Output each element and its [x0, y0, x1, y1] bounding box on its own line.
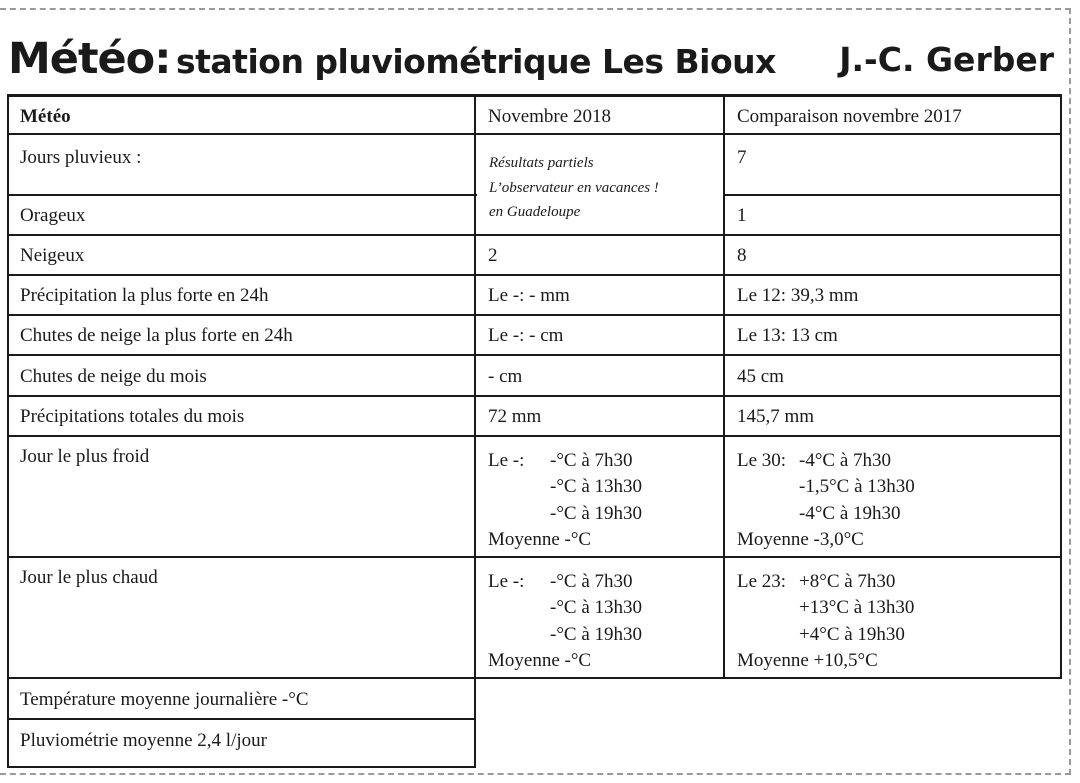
avg-daily-temperature: Température moyenne journalière -°C	[20, 689, 309, 710]
row-label-coldest-day: Jour le plus froid	[20, 446, 150, 467]
cell-storm-days-2017: 1	[737, 205, 747, 226]
warmest-average: Moyenne -°C	[488, 649, 592, 671]
coldest-average: Moyenne -3,0°C	[737, 528, 864, 550]
warmest-temp-evening: +4°C à 19h30	[799, 623, 905, 645]
cell-month-snowfall-2017: 45 cm	[737, 366, 784, 387]
warmest-day-date: Le -:	[488, 571, 525, 592]
coldest-day-2017	[737, 448, 1057, 553]
cell-total-precip-2018: 72 mm	[488, 406, 542, 427]
coldest-temp-evening: -4°C à 19h30	[799, 502, 901, 524]
row-label-max-precip: Précipitation la plus forte en 24h	[20, 285, 269, 306]
warmest-temp-morning: -°C à 7h30	[550, 571, 633, 592]
title-main: Météo:	[8, 34, 171, 84]
cell-max-snowfall-2018: Le -: - cm	[488, 325, 564, 346]
warmest-day-2018	[488, 569, 718, 674]
row-label-storm-days: Orageux	[20, 205, 86, 226]
warmest-temp-evening: -°C à 19h30	[550, 623, 643, 645]
row-label-snow-days: Neigeux	[20, 245, 85, 266]
coldest-day-date: Le -:	[488, 450, 525, 471]
coldest-day-2018	[488, 448, 718, 553]
col-header-nov-2018: Novembre 2018	[488, 106, 611, 127]
row-label-warmest-day: Jour le plus chaud	[20, 567, 158, 588]
cell-month-snowfall-2018: - cm	[488, 366, 523, 387]
note-line: Résultats partiels	[489, 155, 594, 171]
coldest-temp-noon: -1,5°C à 13h30	[799, 476, 915, 498]
warmest-temp-morning: +8°C à 7h30	[799, 571, 896, 592]
coldest-average: Moyenne -°C	[488, 528, 592, 550]
coldest-temp-morning: -4°C à 7h30	[799, 450, 892, 471]
row-label-rainy-days: Jours pluvieux :	[20, 147, 142, 168]
cell-snow-days-2018: 2	[488, 245, 498, 266]
title-sub: station pluviométrique Les Bioux	[176, 42, 776, 81]
cell-max-precip-2017: Le 12: 39,3 mm	[737, 285, 859, 306]
coldest-temp-noon: -°C à 13h30	[550, 476, 643, 498]
warmest-day-2017	[737, 569, 1057, 674]
avg-daily-rainfall: Pluviométrie moyenne 2,4 l/jour	[20, 730, 267, 751]
cell-max-precip-2018: Le -: - mm	[488, 285, 570, 306]
row-label-total-precip: Précipitations totales du mois	[20, 406, 245, 427]
cell-snow-days-2017: 8	[737, 245, 747, 266]
cell-rainy-days-2017: 7	[737, 147, 747, 168]
warmest-day-date: Le 23:	[737, 571, 787, 592]
coldest-temp-morning: -°C à 7h30	[550, 450, 633, 471]
cell-total-precip-2017: 145,7 mm	[737, 406, 815, 427]
cell-max-snowfall-2017: Le 13: 13 cm	[737, 325, 838, 346]
note-line: en Guadeloupe	[489, 204, 581, 220]
row-label-month-snowfall: Chutes de neige du mois	[20, 366, 207, 387]
col-header-nov-2017: Comparaison novembre 2017	[737, 106, 962, 127]
page-header	[8, 34, 1054, 86]
coldest-temp-evening: -°C à 19h30	[550, 502, 643, 524]
author: J.-C. Gerber	[839, 40, 1054, 79]
note-line: L’observateur en vacances !	[489, 179, 659, 196]
warmest-average: Moyenne +10,5°C	[737, 649, 878, 671]
warmest-temp-noon: -°C à 13h30	[550, 597, 643, 619]
row-label-max-snowfall: Chutes de neige la plus forte en 24h	[20, 325, 293, 346]
warmest-temp-noon: +13°C à 13h30	[799, 597, 915, 619]
col-header-meteo: Météo	[20, 106, 71, 127]
coldest-day-date: Le 30:	[737, 450, 787, 471]
page-title	[8, 34, 776, 84]
